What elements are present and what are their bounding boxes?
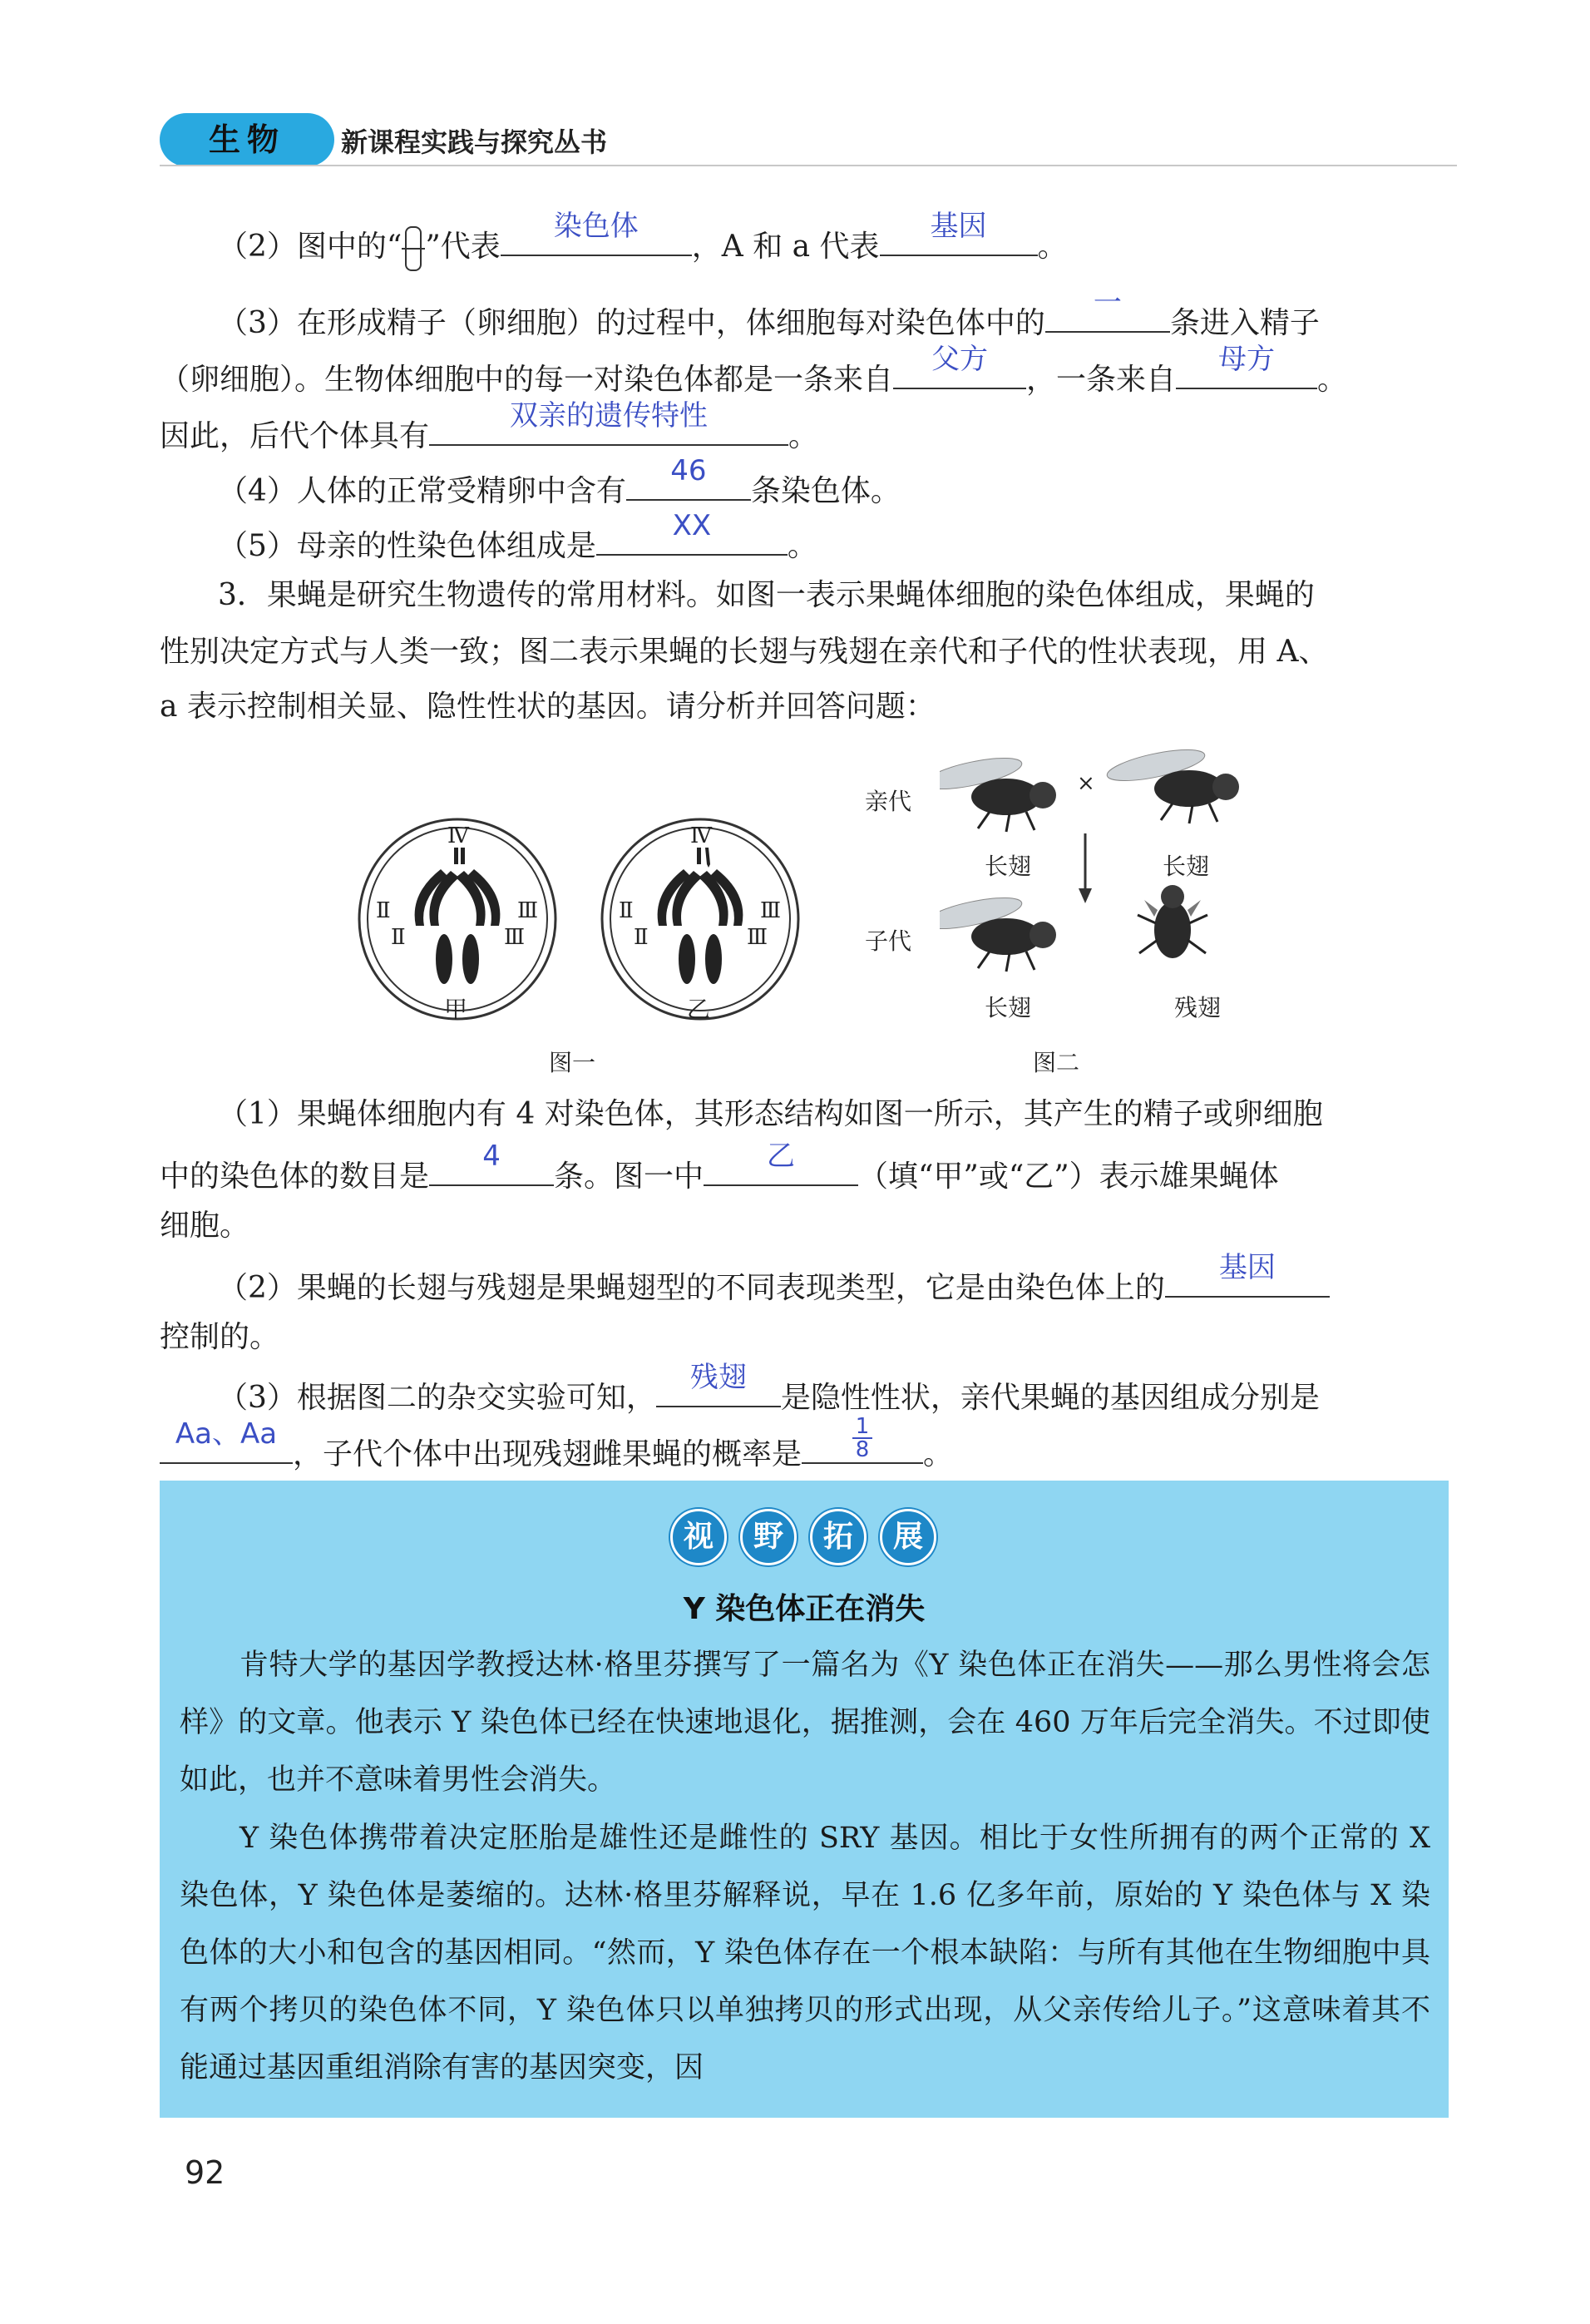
svg-text:×: × <box>1077 771 1095 796</box>
q3-part1-cont: 中的染色体的数目是 4 条。图一中 乙 （填“甲”或“乙”）表示雄果蝇体 <box>160 1140 1279 1194</box>
fly-label: 长翅 <box>985 853 1032 880</box>
svg-text:Ⅲ: Ⅲ <box>747 925 768 950</box>
answer-blank[interactable]: Aa、Aa <box>160 1429 293 1464</box>
svg-text:Ⅲ: Ⅲ <box>517 898 539 923</box>
header-rule <box>160 165 1457 166</box>
chromosome-symbol-icon <box>405 226 422 271</box>
q2-item3: （3）在形成精子（卵细胞）的过程中，体细胞每对染色体中的 一 条进入精子 <box>218 286 1320 340</box>
answer-blank[interactable]: 染色体 <box>501 221 692 256</box>
arrow-down-icon <box>1079 833 1092 903</box>
svg-text:Ⅳ: Ⅳ <box>690 823 712 848</box>
callout-title: Y 染色体正在消失 <box>683 1592 926 1626</box>
q3-part2-cont: 控制的。 <box>160 1320 280 1354</box>
answer-blank[interactable]: 基因 <box>1165 1263 1330 1298</box>
q2-item2: （2）图中的“ ”代表 染色体 ，A 和 a 代表 基因 。 <box>218 221 1068 271</box>
callout-paragraph: Y 染色体携带着决定胚胎是雄性还是雌性的 SRY 基因。相比于女性所拥有的两个正常的 X 染色体，Y 染色体是萎缩的。达林·格里芬解释说，早在 1.6 亿多年前，原始的 Y 染色体与 X 染色体的大小和包含的基因相同。“然而，Y 染色体存在一个根本缺陷：与所有其他在生物细胞中具有两个拷贝的染色体不同，Y 染色体只以单独拷贝的形式出现，从父亲传给儿子。”这意味着其不能通过基因重组消除有害的基因突变，因 <box>180 1822 1430 2084</box>
answer-blank[interactable]: 一 <box>1045 298 1170 333</box>
cell-yi-label: 乙 <box>687 996 711 1023</box>
cell-jia-label: 甲 <box>444 996 468 1023</box>
svg-text:Ⅱ: Ⅱ <box>376 898 391 923</box>
fly-long-wing-icon <box>1104 744 1239 823</box>
q3-part3-cont: Aa、Aa ，子代个体中出现残翅雌果蝇的概率是 $\frac{1}{8}$ 。 <box>160 1429 953 1475</box>
q3-part1: （1）果蝇体细胞内有 4 对染色体，其形态结构如图一所示，其产生的精子或卵细胞 <box>218 1097 1323 1131</box>
svg-text:Ⅲ: Ⅲ <box>760 898 782 923</box>
fly-vestigial-wing-icon <box>1138 885 1207 958</box>
answer-blank[interactable]: 父方 <box>893 354 1026 389</box>
callout-badge: 野 <box>740 1509 797 1565</box>
svg-text:Ⅱ: Ⅱ <box>634 925 649 950</box>
callout-badges <box>670 1509 936 1565</box>
q3-stem-line3: a 表示控制相关显、隐性性状的基因。请分析并回答问题： <box>160 690 936 724</box>
series-title: 新课程实践与探究丛书 <box>341 126 608 158</box>
page-number: 92 <box>185 2154 225 2191</box>
q3-stem-line2: 性别决定方式与人类一致；图二表示果蝇的长翅与残翅在亲代和子代的性状表现，用 A、 <box>160 635 1329 669</box>
callout-paragraph: 肯特大学的基因学教授达林·格里芬撰写了一篇名为《Y 染色体正在消失——那么男性将会怎样》的文章。他表示 Y 染色体已经在快速地退化，据推测，会在 460 万年后完全消失。不过即使如此，也并不意味着男性会消失。 <box>180 1649 1430 1797</box>
answer-blank[interactable]: XX <box>596 521 788 556</box>
fly-label: 残翅 <box>1174 994 1222 1021</box>
q3-part3: （3）根据图二的杂交实验可知， 残翅 是隐性性状，亲代果蝇的基因组成分别是 <box>218 1361 1320 1415</box>
callout-badge: 视 <box>670 1509 727 1565</box>
svg-text:Ⅱ: Ⅱ <box>619 898 634 923</box>
answer-blank[interactable]: 残翅 <box>656 1372 781 1407</box>
fraction-answer: $\frac{1}{8}$ <box>802 1416 923 1461</box>
parent-label: 亲代 <box>865 788 912 815</box>
svg-text:Ⅳ: Ⅳ <box>447 823 469 848</box>
svg-text:Ⅱ: Ⅱ <box>391 925 406 950</box>
answer-blank[interactable]: 基因 <box>880 221 1038 256</box>
figure2-caption: 图二 <box>1033 1049 1080 1076</box>
q2-item4: （4）人体的正常受精卵中含有 46 条染色体。 <box>218 454 901 508</box>
fly-label: 长翅 <box>1163 853 1210 880</box>
child-label: 子代 <box>865 927 912 955</box>
answer-blank[interactable]: 46 <box>626 466 751 501</box>
svg-text:Ⅲ: Ⅲ <box>504 925 526 950</box>
q2-item5: （5）母亲的性染色体组成是 XX 。 <box>218 509 817 563</box>
fly-long-wing-icon <box>940 892 1056 972</box>
answer-blank[interactable]: 双亲的遗传特性 <box>429 411 788 446</box>
answer-blank[interactable] <box>802 1414 923 1464</box>
fly-long-wing-icon <box>940 752 1056 832</box>
answer-blank[interactable]: 母方 <box>1176 354 1317 389</box>
fly-label: 长翅 <box>985 994 1032 1021</box>
callout-badge: 展 <box>880 1509 936 1565</box>
q3-part1-cont2: 细胞。 <box>160 1209 250 1243</box>
cell-jia <box>359 819 556 1019</box>
figure1-cells <box>349 799 815 1065</box>
subject-tab: 生物 <box>160 113 334 166</box>
answer-blank[interactable]: 4 <box>429 1151 554 1186</box>
q3-stem-line1: 3．果蝇是研究生物遗传的常用材料。如图一表示果蝇体细胞的染色体组成，果蝇的 <box>218 578 1315 612</box>
figure1-caption: 图一 <box>549 1049 596 1076</box>
q2-item3-cont: （卵细胞）。生物体细胞中的每一对染色体都是一条来自 父方 ，一条来自 母方 。 <box>160 343 1348 397</box>
q2-item3-cont2: 因此，后代个体具有 双亲的遗传特性 。 <box>160 399 819 453</box>
answer-blank[interactable]: 乙 <box>704 1151 858 1186</box>
q3-part2: （2）果蝇的长翅与残翅是果蝇翅型的不同表现类型，它是由染色体上的 基因 <box>218 1263 1330 1308</box>
cell-yi <box>602 819 798 1019</box>
callout-badge: 拓 <box>810 1509 867 1565</box>
